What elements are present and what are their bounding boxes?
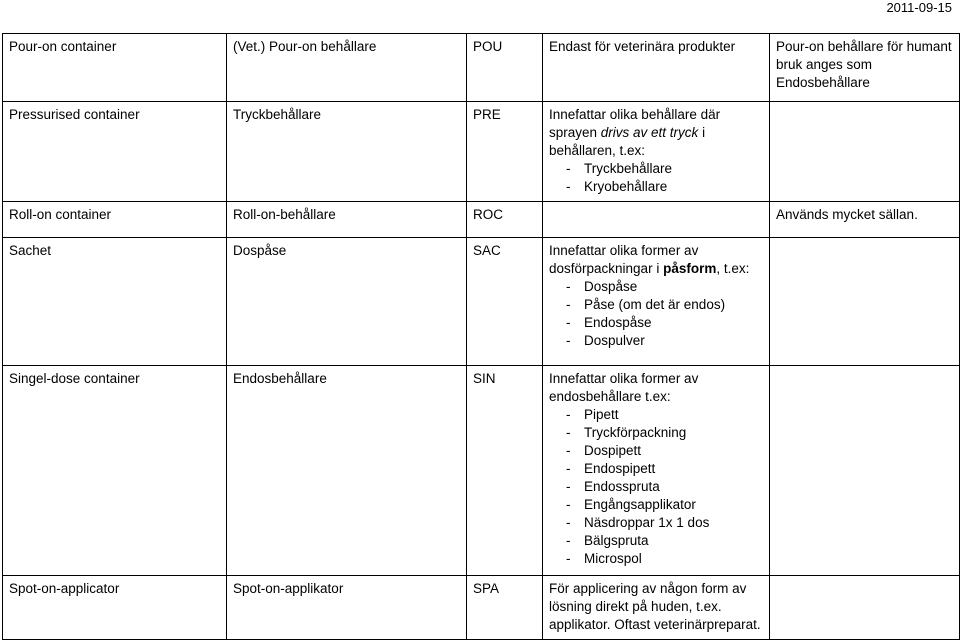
note	[770, 238, 960, 366]
description	[543, 366, 770, 576]
table-row	[3, 34, 960, 102]
description	[543, 102, 770, 202]
description-bold: påsform	[663, 261, 717, 276]
table-row	[3, 366, 960, 576]
note: Används mycket sällan.	[770, 202, 960, 238]
description: Endast för veterinära produkter	[543, 34, 770, 102]
description	[543, 202, 770, 238]
example-list	[549, 278, 763, 350]
swedish-term: Tryckbehållare	[227, 102, 467, 202]
table-row	[3, 102, 960, 202]
note: Pour-on behållare för humant bruk anges som Endosbehållare	[770, 34, 960, 102]
description-emphasis: drivs av ett tryck	[600, 125, 699, 140]
swedish-term: Endosbehållare	[227, 366, 467, 576]
note	[770, 366, 960, 576]
list-item: - Endospåse	[569, 314, 763, 332]
example-list	[549, 160, 763, 196]
list-item: - Bälgspruta	[569, 532, 763, 550]
code: SPA	[467, 576, 543, 640]
swedish-term: Spot-on-applikator	[227, 576, 467, 640]
description	[543, 238, 770, 366]
swedish-term: Roll-on-behållare	[227, 202, 467, 238]
english-term: Pressurised container	[3, 102, 227, 202]
list-item: - Engångsapplikator	[569, 496, 763, 514]
list-item: - Tryckbehållare	[569, 160, 763, 178]
description-text: Innefattar olika former av endosbehållare t.ex:	[549, 371, 699, 404]
list-item: - Kryobehållare	[569, 178, 763, 196]
description-text: Innefattar olika former av dosförpackningar i	[549, 243, 699, 276]
code: SIN	[467, 366, 543, 576]
english-term: Roll-on container	[3, 202, 227, 238]
note	[770, 102, 960, 202]
english-term: Pour-on container	[3, 34, 227, 102]
description-text: i behållaren, t.ex:	[549, 125, 706, 158]
list-item: - Tryckförpackning	[569, 424, 763, 442]
table-row	[3, 238, 960, 366]
code: SAC	[467, 238, 543, 366]
description-text: Innefattar olika behållare där sprayen	[549, 107, 721, 140]
list-item: - Dospåse	[569, 278, 763, 296]
english-term: Sachet	[3, 238, 227, 366]
list-item: - Näsdroppar 1x 1 dos	[569, 514, 763, 532]
english-term: Spot-on-applicator	[3, 576, 227, 640]
swedish-term: Dospåse	[227, 238, 467, 366]
list-item: - Endospipett	[569, 460, 763, 478]
list-item: - Påse (om det är endos)	[569, 296, 763, 314]
description: För applicering av någon form av lösning direkt på huden, t.ex. applikator. Oftast veterinärpreparat.	[543, 576, 770, 640]
code: ROC	[467, 202, 543, 238]
description-text: , t.ex:	[716, 261, 750, 276]
list-item: - Pipett	[569, 406, 763, 424]
list-item: - Dospipett	[569, 442, 763, 460]
table-row	[3, 576, 960, 640]
table-row	[3, 202, 960, 238]
container-types-table	[2, 33, 960, 640]
list-item: - Dospulver	[569, 332, 763, 350]
list-item: - Microspol	[569, 550, 763, 568]
example-list	[549, 406, 763, 568]
code: PRE	[467, 102, 543, 202]
note	[770, 576, 960, 640]
swedish-term: (Vet.) Pour-on behållare	[227, 34, 467, 102]
list-item: - Endosspruta	[569, 478, 763, 496]
document-date: 2011-09-15	[886, 0, 952, 15]
code: POU	[467, 34, 543, 102]
english-term: Singel-dose container	[3, 366, 227, 576]
